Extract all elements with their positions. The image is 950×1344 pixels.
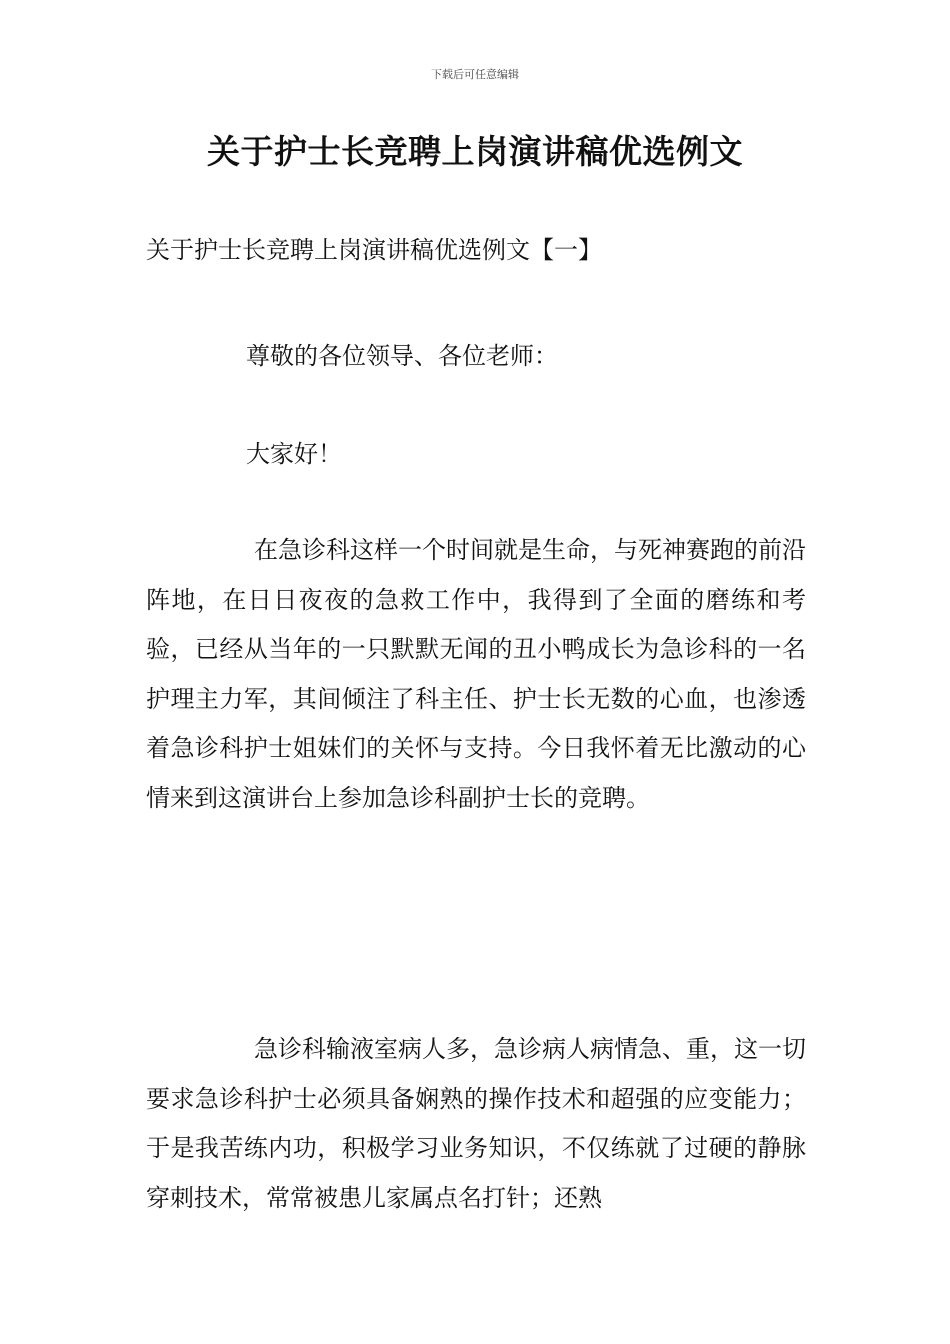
body-paragraph-2: 急诊科输液室病人多，急诊病人病情急、重，这一切要求急诊科护士必须具备娴熟的操作技术和超强的应变能力；于是我苦练内功，积极学习业务知识，不仅练就了过硬的静脉穿刺技术，常常被患儿家属点名打针；还熟 <box>146 1035 806 1212</box>
body-paragraph-1: 在急诊科这样一个时间就是生命，与死神赛跑的前沿阵地，在日日夜夜的急救工作中，我得到了全面的磨练和考验，已经从当年的一只默默无闻的丑小鸭成长为急诊科的一名护理主力军，其间倾注了科主任、护士长无数的心血，也渗透着急诊科护士姐妹们的关怀与支持。今日我怀着无比激动的心情来到这演讲台上参加急诊科副护士长的竞聘。 <box>146 536 806 812</box>
header-note: 下载后可任意编辑 <box>431 68 519 81</box>
greeting: 大家好！ <box>246 440 342 468</box>
section-heading: 关于护士长竞聘上岗演讲稿优选例文【一】 <box>146 236 602 264</box>
document-title: 关于护士长竞聘上岗演讲稿优选例文 <box>207 132 743 171</box>
salutation: 尊敬的各位领导、各位老师： <box>246 342 558 370</box>
